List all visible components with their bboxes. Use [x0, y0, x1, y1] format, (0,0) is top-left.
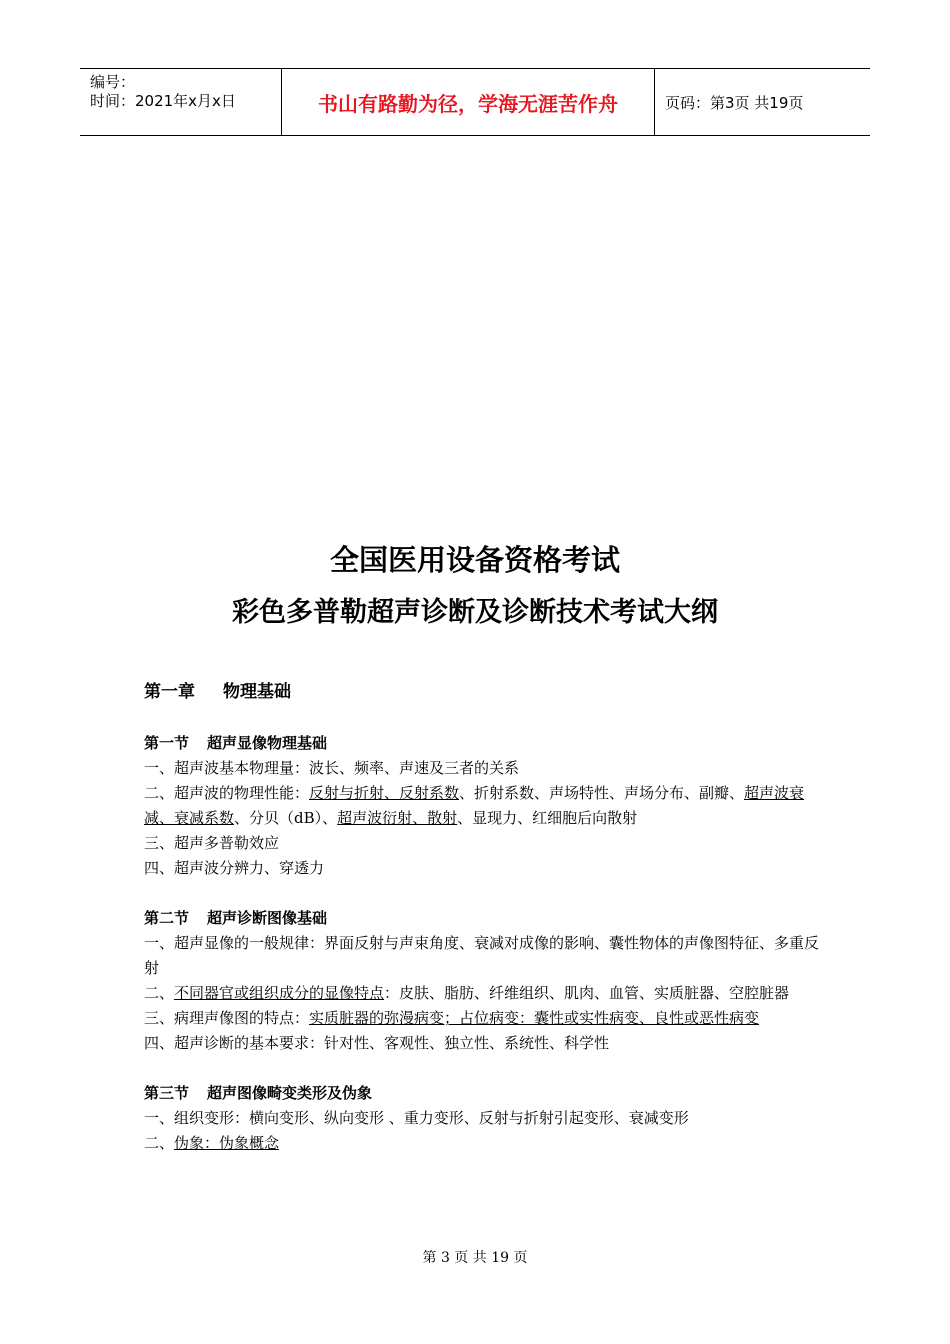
item-text: 一、组织变形：横向变形、纵向变形 、重力变形、反射与折射引起变形、衰减变形	[144, 1109, 689, 1127]
section-number: 第三节	[144, 1084, 190, 1102]
item-text: 三、病理声像图的特点：	[144, 1009, 310, 1027]
list-item	[144, 1106, 824, 1131]
chapter-name: 物理基础	[223, 682, 291, 702]
section-number: 第二节	[144, 909, 190, 927]
list-item	[144, 1131, 824, 1156]
document-header	[80, 68, 870, 136]
section-3	[144, 1081, 824, 1156]
item-text: 二、	[144, 1134, 175, 1152]
item-text: ：皮肤、脂肪、纤维组织、肌肉、血管、实质脏器、空腔脏器	[384, 984, 790, 1002]
item-text: 二、	[144, 984, 175, 1002]
time-label: 时间：2021年x月x日	[90, 92, 236, 110]
item-text: 一、超声显像的一般规律：界面反射与声束角度、衰减对成像的影响、囊性物体的声像图特征、多重反射	[144, 934, 820, 977]
page-footer: 第 3 页 共 19 页	[422, 1250, 528, 1266]
section-name: 超声图像畸变类形及伪象	[207, 1084, 373, 1102]
document-subtitle: 彩色多普勒超声诊断及诊断技术考试大纲	[232, 597, 718, 628]
item-text: 四、超声诊断的基本要求：针对性、客观性、独立性、系统性、科学性	[144, 1034, 610, 1052]
motto: 书山有路勤为径，学海无涯苦作舟	[318, 91, 618, 116]
item-text: 、分贝（dB）、	[234, 809, 338, 827]
list-item	[144, 981, 824, 1006]
list-item	[144, 856, 824, 881]
chapter-number: 第一章	[144, 682, 195, 702]
section-heading	[144, 731, 824, 756]
list-item	[144, 756, 824, 781]
list-item	[144, 1006, 824, 1031]
underlined-term: 不同器官或组织成分的显像特点	[174, 984, 385, 1002]
section-2	[144, 906, 824, 1056]
document-body	[144, 680, 824, 1181]
section-number: 第一节	[144, 734, 190, 752]
document-title: 全国医用设备资格考试	[329, 543, 620, 577]
underlined-term: 超声波衰减、衰减系数	[144, 784, 805, 827]
section-1	[144, 731, 824, 881]
page-info: 页码：第3页 共19页	[665, 93, 804, 112]
section-name: 超声诊断图像基础	[207, 909, 328, 927]
header-motto-cell	[282, 69, 655, 135]
item-text: 、折射系数、声场特性、声场分布、副瓣、	[459, 784, 745, 802]
section-heading	[144, 1081, 824, 1106]
list-item	[144, 781, 824, 831]
list-item	[144, 931, 824, 981]
section-heading	[144, 906, 824, 931]
item-text: 二、超声波的物理性能：	[144, 784, 310, 802]
item-text: 三、超声多普勒效应	[144, 834, 280, 852]
chapter-heading	[144, 680, 824, 705]
item-text: 四、超声波分辨力、穿透力	[144, 859, 325, 877]
underlined-term: 伪象：伪象概念	[174, 1134, 280, 1152]
underlined-term: 超声波衍射、散射	[337, 809, 458, 827]
item-text: 一、超声波基本物理量：波长、频率、声速及三者的关系	[144, 759, 520, 777]
item-text: 、显现力、红细胞后向散射	[457, 809, 638, 827]
list-item	[144, 1031, 824, 1056]
number-label: 编号：	[90, 73, 136, 91]
section-name: 超声显像物理基础	[207, 734, 328, 752]
header-meta-cell	[80, 69, 282, 135]
underlined-term: 反射与折射、反射系数	[309, 784, 460, 802]
header-page-cell	[655, 69, 870, 135]
list-item	[144, 831, 824, 856]
underlined-term: 实质脏器的弥漫病变；占位病变：囊性或实性病变、良性或恶性病变	[309, 1009, 760, 1027]
